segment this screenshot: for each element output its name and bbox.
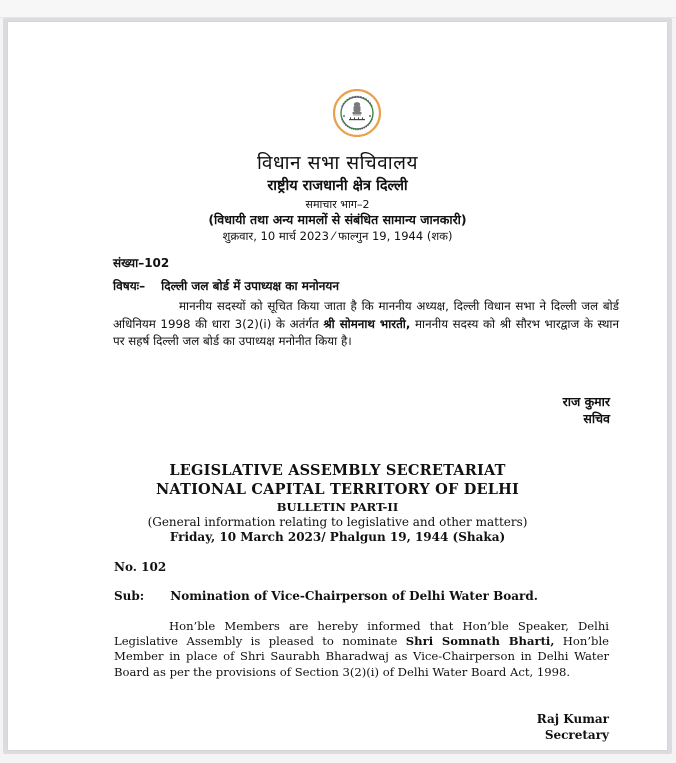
hindi-description: (विधायी तथा अन्य मामलों से संबंधित सामान्य जानकारी) [208, 212, 467, 227]
delhi-legislative-assembly-emblem-icon [333, 89, 381, 137]
english-subject-text: Nomination of Vice-Chairperson of Delhi Water Board. [170, 589, 538, 603]
hindi-signatory-name: राज कुमार [562, 394, 610, 409]
english-nominee-name: Shri Somnath Bharti, [405, 634, 555, 649]
english-bulletin-part: BULLETIN PART-II [276, 500, 399, 514]
english-body-part2: Hon’ble Member in place of Shri Saurabh Bharadwaj as Vice-Chairperson in Delhi Water Board as per the provisions of Section 3(2)(i) of Delhi Water Board Act, 1998. [114, 634, 610, 679]
hindi-subject-label: विषयः– [113, 279, 146, 293]
hindi-subject-text: दिल्ली जल बोर्ड में उपाध्यक्ष का मनोनयन [161, 279, 340, 293]
hindi-body-paragraph [113, 298, 619, 351]
hindi-subtitle: राष्ट्रीय राजधानी क्षेत्र दिल्ली [267, 178, 408, 194]
hindi-bulletin-number: संख्या–102 [113, 256, 170, 270]
hindi-bulletin-part: समाचार भाग–2 [305, 198, 370, 211]
english-bulletin-number: No. 102 [114, 560, 167, 574]
english-date: Friday, 10 March 2023/ Phalgun 19, 1944 (Shaka) [169, 530, 506, 544]
viewer-top-strip [0, 0, 676, 18]
english-body-paragraph [114, 619, 609, 680]
english-signatory-title: Secretary [544, 728, 609, 742]
hindi-body-part1: माननीय सदस्यों को सूचित किया जाता है कि माननीय अध्यक्ष, दिल्ली विधान सभा ने दिल्ली जल बोर्ड अधिनियम 1998 की धारा 3(2)(i) के अतंर्गत [113, 299, 619, 331]
hindi-title: विधान सभा सचिवालय [256, 152, 419, 174]
hindi-body-part2: माननीय सदस्य को श्री सौरभ भारद्वाज के स्थान पर सहर्ष दिल्ली जल बोर्ड का उपाध्यक्ष मनोनीत किया है। [113, 316, 620, 348]
bulletin-page [8, 22, 667, 750]
hindi-nominee-name: श्री सोमनाथ भारती, [323, 316, 411, 331]
ashoka-emblem-icon [353, 102, 362, 115]
english-subject-line [114, 589, 538, 603]
english-body-part1: Hon’ble Members are hereby informed that Hon’ble Speaker, Delhi Legislative Assembly is pleased to nominate [114, 619, 609, 649]
english-subtitle: NATIONAL CAPITAL TERRITORY OF DELHI [155, 481, 520, 498]
english-title: LEGISLATIVE ASSEMBLY SECRETARIAT [169, 462, 506, 479]
hindi-date: शुक्रवार, 10 मार्च 2023 ⁄ फाल्गुन 19, 1944 (शक) [222, 229, 453, 243]
english-signatory-name: Raj Kumar [536, 712, 609, 726]
hindi-subject-line [113, 277, 339, 294]
english-description: (General information relating to legislative and other matters) [147, 515, 528, 529]
hindi-signatory-title: सचिव [583, 411, 610, 426]
english-subject-label: Sub: [114, 589, 145, 603]
